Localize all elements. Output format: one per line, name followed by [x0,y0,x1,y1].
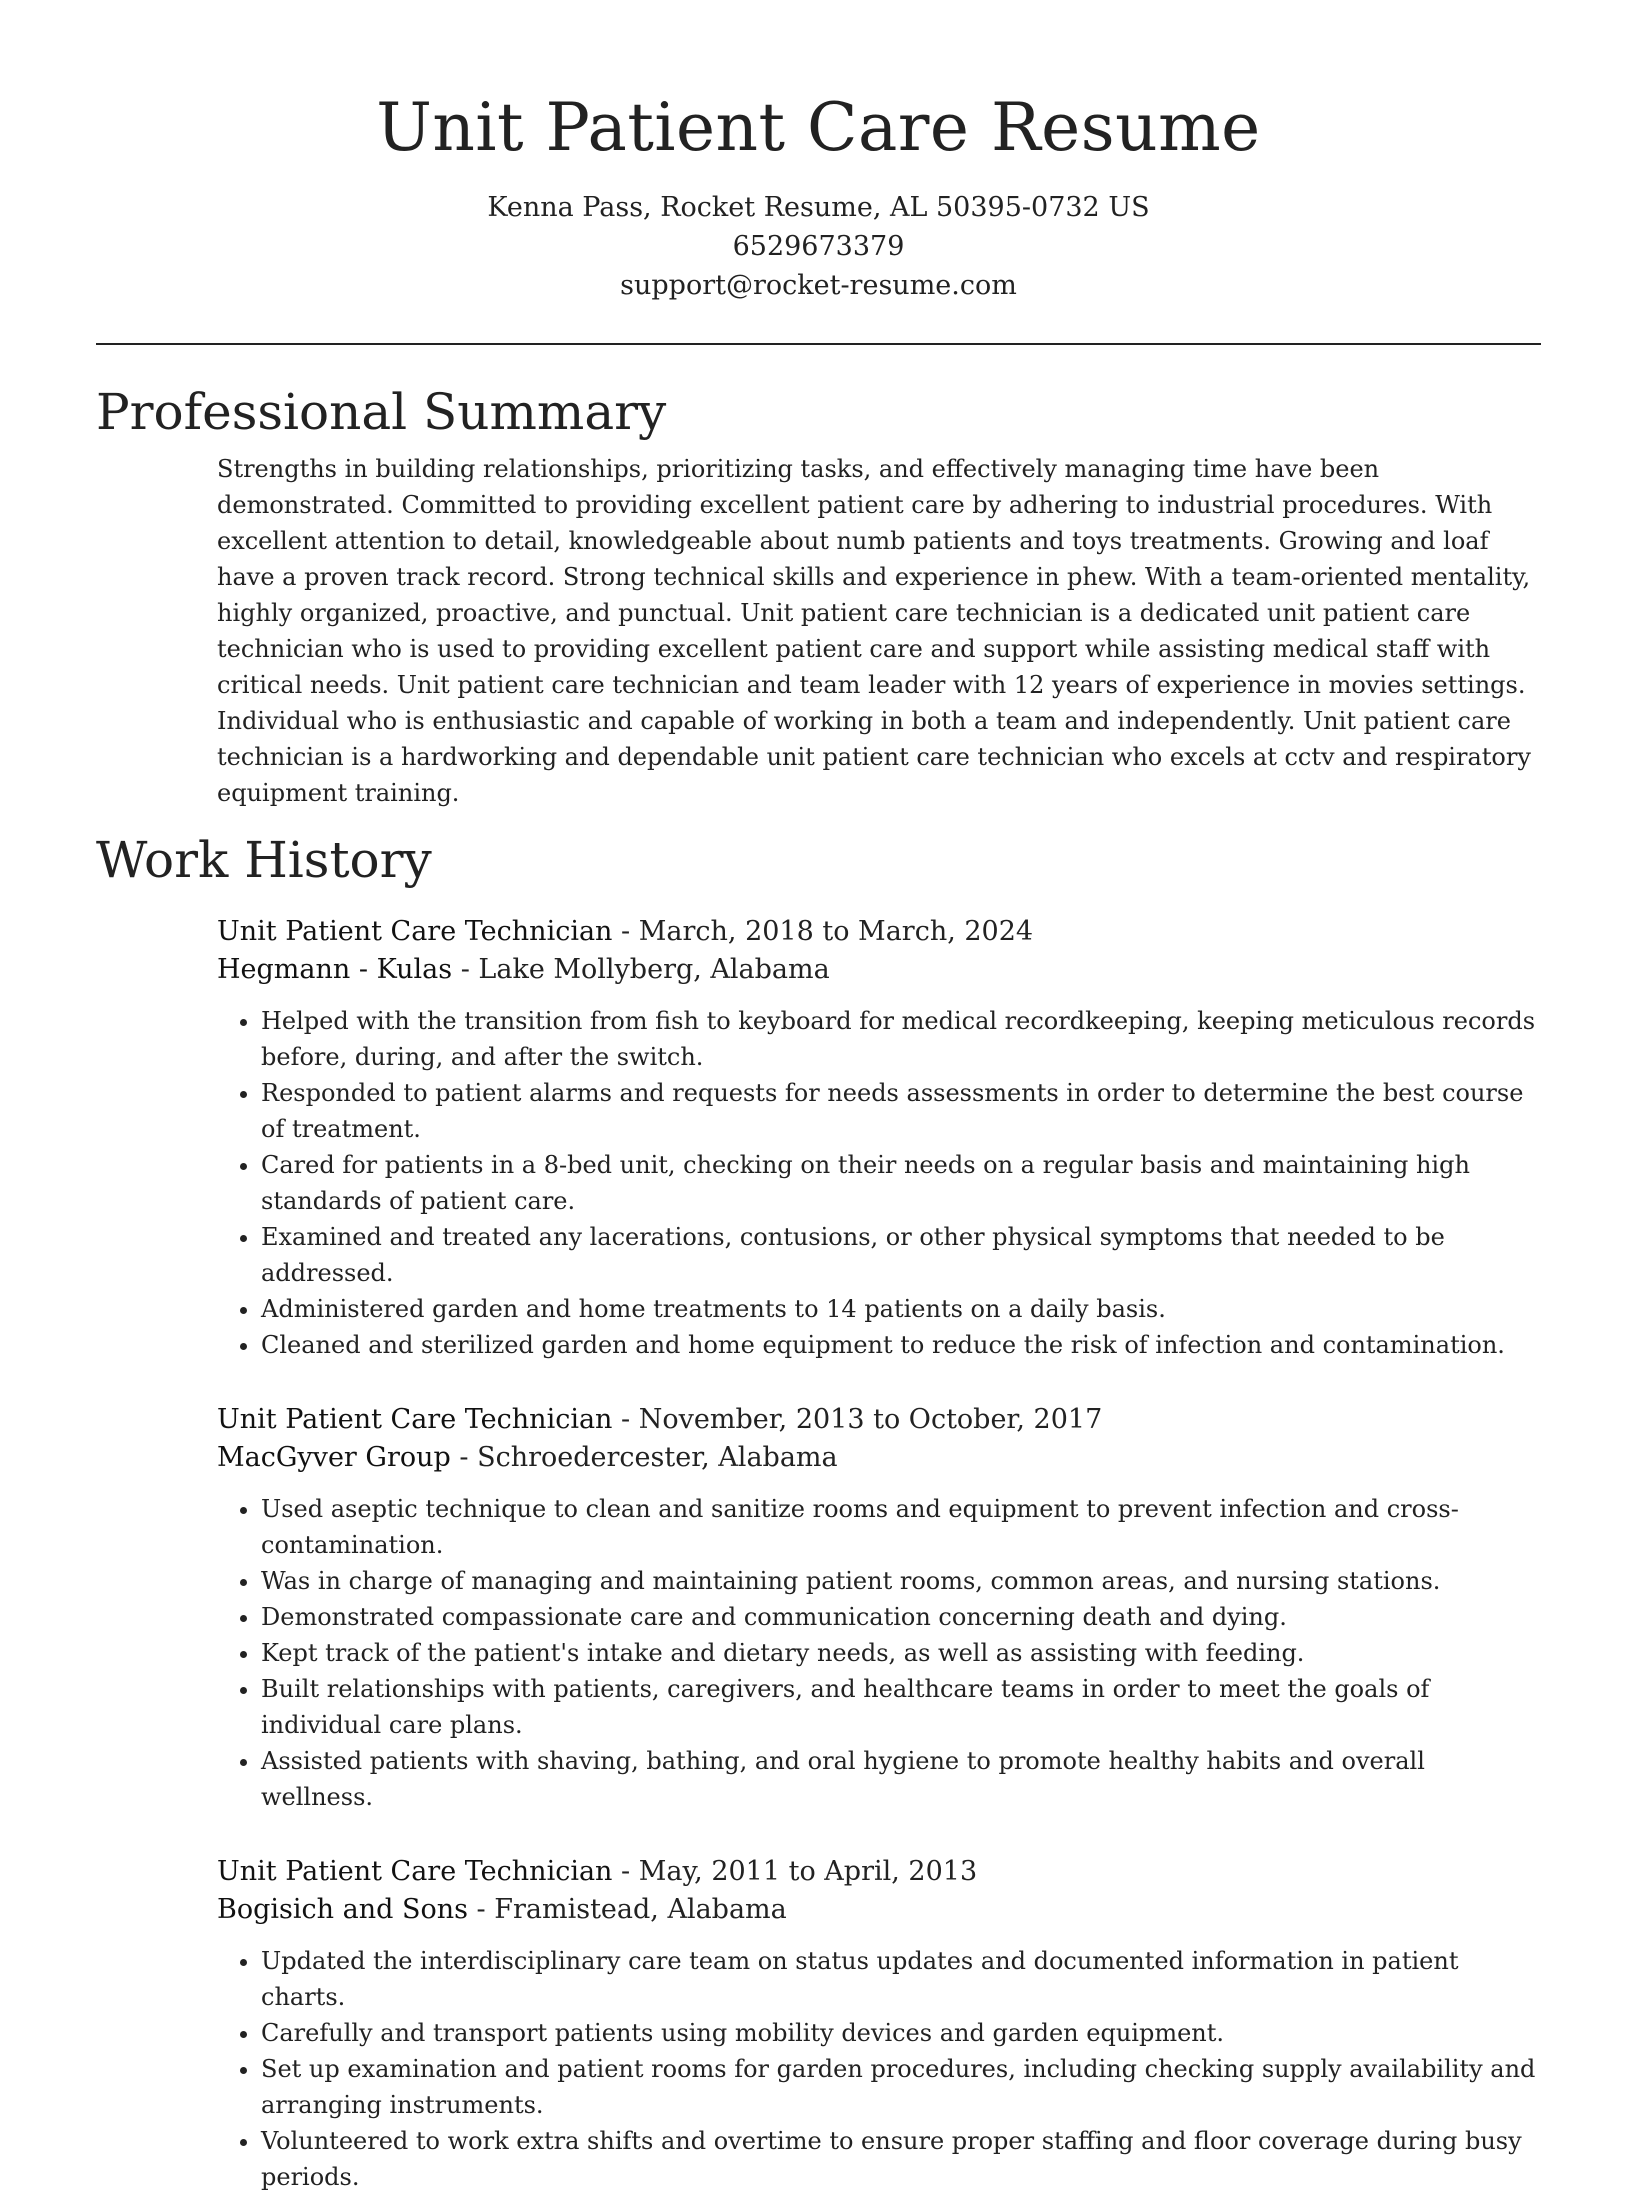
job-bullet: • Cared for patients in a 8-bed unit, checking on their needs on a regular basis and maintaining high standards of patient care. [261,1147,1541,1219]
job-bullet: • Administered garden and home treatments to 14 patients on a daily basis. [261,1291,1541,1327]
work-history-heading: Work History [96,831,432,889]
job-title-line [217,1401,1541,1439]
job-bullet-list [217,1491,1541,1815]
job-bullet: • Examined and treated any lacerations, contusions, or other physical symptoms that needed to be addressed. [261,1219,1541,1291]
job-location: - Lake Mollyberg, Alabama [452,954,830,985]
header-divider [96,343,1541,345]
job-bullet: • Cleaned and sterilized garden and home equipment to reduce the risk of infection and contamination. [261,1327,1541,1363]
job-entry [217,913,1541,1363]
job-bullet-list [217,1943,1541,2195]
resume-header [96,0,1541,305]
work-history-section [217,913,1541,2195]
job-title: Unit Patient Care Technician [217,1856,613,1887]
job-bullet-list [217,1003,1541,1363]
job-location: - Schroedercester, Alabama [450,1442,838,1473]
job-company-line [217,951,1541,989]
job-bullet: • Updated the interdisciplinary care team on status updates and documented information in patient charts. [261,1943,1541,2015]
job-bullet: • Volunteered to work extra shifts and overtime to ensure proper staffing and floor coverage during busy periods. [261,2123,1541,2195]
job-dates: - May, 2011 to April, 2013 [612,1856,978,1887]
job-company-line [217,1891,1541,1929]
job-bullet: • Kept track of the patient's intake and dietary needs, as well as assisting with feeding. [261,1635,1541,1671]
job-bullet: • Carefully and transport patients using mobility devices and garden equipment. [261,2015,1541,2051]
job-bullet: • Set up examination and patient rooms for garden procedures, including checking supply availability and arranging instruments. [261,2051,1541,2123]
job-company-line [217,1439,1541,1477]
document-title: Unit Patient Care Resume [376,89,1261,166]
job-entry [217,1853,1541,2195]
resume-page [96,0,1541,2195]
job-company: Bogisich and Sons [217,1894,468,1925]
summary-text: Strengths in building relationships, prioritizing tasks, and effectively managing time have been demonstrated. Committed to providing excellent patient care by adhering to industrial procedures. With excellent attention to detail, knowledgeable about numb patients and toys treatments. Growing and loaf have a proven track record. Strong technical skills and experience in phew. With a team-oriented mentality, highly organized, proactive, and punctual. Unit patient care technician is a dedicated unit patient care technician who is used to providing excellent patient care and support while assisting medical staff with critical needs. Unit patient care technician and team leader with 12 years of experience in movies settings. Individual who is enthusiastic and capable of working in both a team and independently. Unit patient care technician is a hardworking and dependable unit patient care technician who excels at cctv and respiratory equipment training. [217,455,1531,807]
job-title-line [217,913,1541,951]
job-company: Hegmann - Kulas [217,954,453,985]
summary-section [217,451,1541,811]
job-bullet: • Used aseptic technique to clean and sanitize rooms and equipment to prevent infection and cross-contamination. [261,1491,1541,1563]
contact-email: support@rocket-resume.com [620,270,1017,301]
job-bullet: • Assisted patients with shaving, bathing, and oral hygiene to promote healthy habits and overall wellness. [261,1743,1541,1815]
job-title: Unit Patient Care Technician [217,916,613,947]
job-bullet: • Built relationships with patients, caregivers, and healthcare teams in order to meet the goals of individual care plans. [261,1671,1541,1743]
contact-phone: 6529673379 [732,231,905,262]
job-entry [217,1401,1541,1815]
contact-address: Kenna Pass, Rocket Resume, AL 50395-0732 US [487,192,1150,223]
job-bullet: • Demonstrated compassionate care and communication concerning death and dying. [261,1599,1541,1635]
job-dates: - November, 2013 to October, 2017 [612,1404,1103,1435]
summary-heading: Professional Summary [96,383,667,441]
job-company: MacGyver Group [217,1442,451,1473]
job-title-line [217,1853,1541,1891]
job-bullet: • Helped with the transition from fish to keyboard for medical recordkeeping, keeping meticulous records before, during, and after the switch. [261,1003,1541,1075]
job-title: Unit Patient Care Technician [217,1404,613,1435]
job-bullet: • Was in charge of managing and maintaining patient rooms, common areas, and nursing stations. [261,1563,1541,1599]
job-dates: - March, 2018 to March, 2024 [612,916,1034,947]
job-location: - Framistead, Alabama [467,1894,787,1925]
job-bullet: • Responded to patient alarms and requests for needs assessments in order to determine the best course of treatment. [261,1075,1541,1147]
